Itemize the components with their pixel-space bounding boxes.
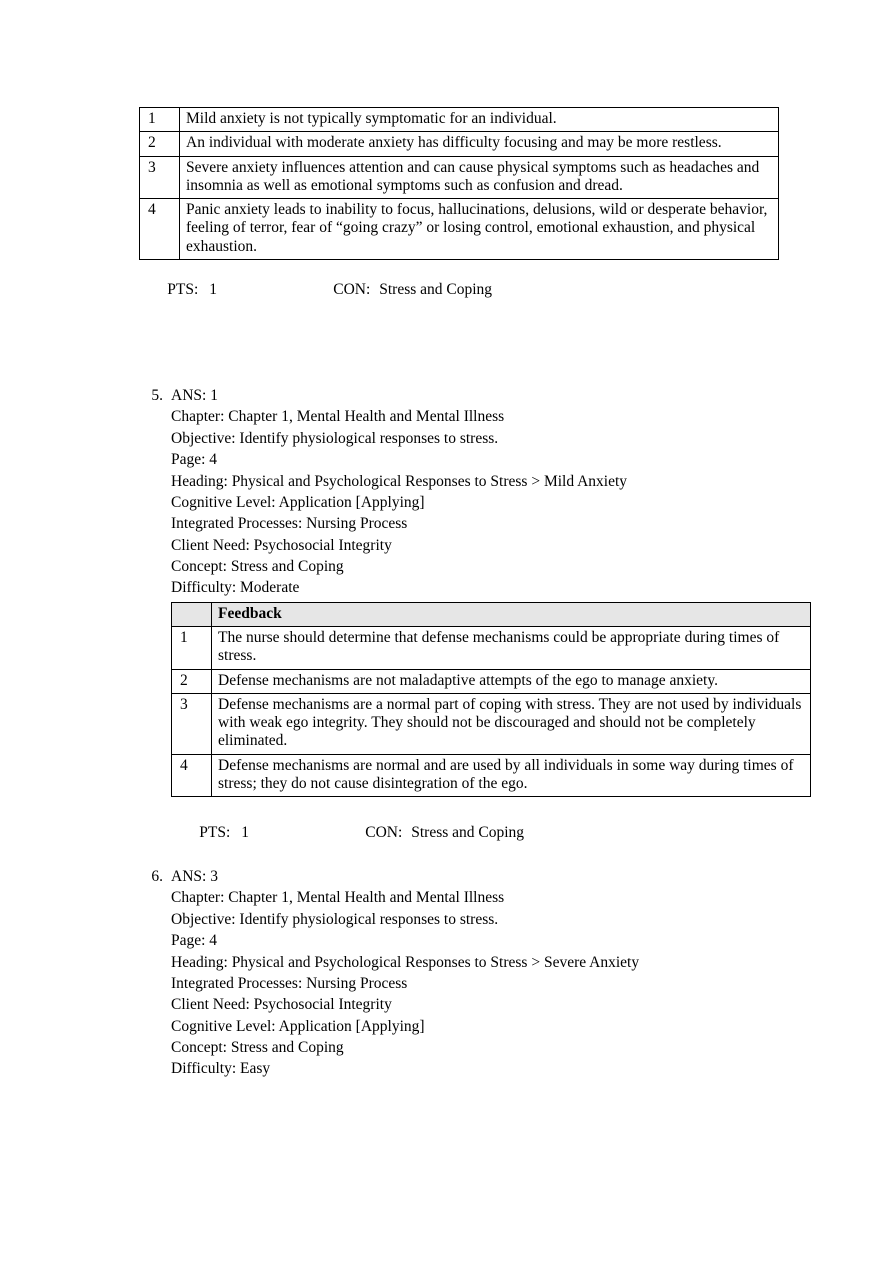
meta-integrated-processes: Integrated Processes: Nursing Process	[171, 974, 408, 992]
option-text: Defense mechanisms are a normal part of coping with stress. They are not used by individuals with weak ego integrity. They should not be discouraged and should not be completely eliminated.	[212, 693, 811, 754]
section-1	[139, 107, 779, 317]
meta-integrated-processes: Integrated Processes: Nursing Process	[171, 515, 408, 533]
option-text: Severe anxiety influences attention and can cause physical symptoms such as headaches and insomnia as well as emotional symptoms such as confusion and dread.	[180, 156, 779, 199]
option-text: An individual with moderate anxiety has difficulty focusing and may be more restless.	[180, 132, 779, 156]
header-feedback-cell: Feedback	[212, 602, 811, 626]
con-label: CON:	[333, 280, 371, 298]
feedback-table-1	[139, 107, 779, 260]
table-row	[140, 132, 779, 156]
table-row	[140, 199, 779, 260]
con-label: CON:	[365, 823, 403, 841]
option-text: Panic anxiety leads to inability to focus, hallucinations, delusions, wild or desperate behavior, feeling of terror, fear of “going crazy” or losing control, emotional exhaustion, and physical exhaustion.	[180, 199, 779, 260]
meta-chapter: Chapter: Chapter 1, Mental Health and Mental Illness	[171, 408, 505, 426]
option-text: The nurse should determine that defense mechanisms could be appropriate during times of stress.	[212, 627, 811, 670]
header-number-cell	[172, 602, 212, 626]
option-number: 4	[140, 199, 180, 260]
answer-line: ANS: 1	[171, 387, 218, 404]
feedback-table-5	[171, 602, 811, 798]
option-number: 4	[172, 754, 212, 797]
meta-client-need: Client Need: Psychosocial Integrity	[171, 996, 392, 1014]
option-number: 2	[172, 669, 212, 693]
meta-cognitive-level: Cognitive Level: Application [Applying]	[171, 1017, 425, 1035]
table-row	[172, 693, 811, 754]
meta-chapter: Chapter: Chapter 1, Mental Health and Mental Illness	[171, 889, 505, 907]
meta-difficulty: Difficulty: Easy	[171, 1060, 271, 1078]
option-number: 3	[172, 693, 212, 754]
table-row	[172, 754, 811, 797]
question-number: 5.	[151, 387, 163, 404]
con-value: Stress and Coping	[411, 823, 525, 841]
table-row	[172, 627, 811, 670]
pts-value: 1	[209, 280, 217, 298]
meta-difficulty: Difficulty: Moderate	[171, 579, 300, 597]
option-text: Mild anxiety is not typically symptomatic for an individual.	[180, 108, 779, 132]
option-number: 1	[172, 627, 212, 670]
question-number: 6.	[151, 868, 163, 885]
table-row	[172, 669, 811, 693]
con-value: Stress and Coping	[379, 280, 493, 298]
question-metadata	[171, 887, 639, 1079]
meta-page: Page: 4	[171, 932, 218, 950]
option-text: Defense mechanisms are normal and are used by all individuals in some way during times of stress; they do not cause disintegration of the ego.	[212, 754, 811, 797]
meta-concept: Concept: Stress and Coping	[171, 1039, 344, 1056]
pts-label: PTS:	[167, 280, 199, 298]
pts-line-1	[144, 263, 779, 317]
table-row	[140, 156, 779, 199]
pts-line-5	[176, 800, 811, 864]
option-text: Defense mechanisms are not maladaptive attempts of the ego to manage anxiety.	[212, 669, 811, 693]
question-6	[151, 866, 640, 1080]
option-number: 3	[140, 156, 180, 199]
answer-line: ANS: 3	[171, 868, 218, 885]
meta-heading: Heading: Physical and Psychological Responses to Stress > Severe Anxiety	[171, 953, 640, 971]
meta-client-need: Client Need: Psychosocial Integrity	[171, 536, 392, 554]
table-header-row	[172, 602, 811, 626]
option-number: 1	[140, 108, 180, 132]
meta-cognitive-level: Cognitive Level: Application [Applying]	[171, 493, 425, 511]
option-number: 2	[140, 132, 180, 156]
meta-objective: Objective: Identify physiological responses to stress.	[171, 429, 499, 447]
meta-heading: Heading: Physical and Psychological Responses to Stress > Mild Anxiety	[171, 472, 628, 490]
table-row	[140, 108, 779, 132]
meta-objective: Objective: Identify physiological responses to stress.	[171, 910, 499, 928]
meta-page: Page: 4	[171, 451, 218, 469]
pts-value: 1	[241, 823, 249, 841]
meta-concept: Concept: Stress and Coping	[171, 558, 344, 575]
question-5	[151, 385, 811, 864]
pts-label: PTS:	[199, 823, 231, 841]
question-metadata	[171, 406, 811, 598]
